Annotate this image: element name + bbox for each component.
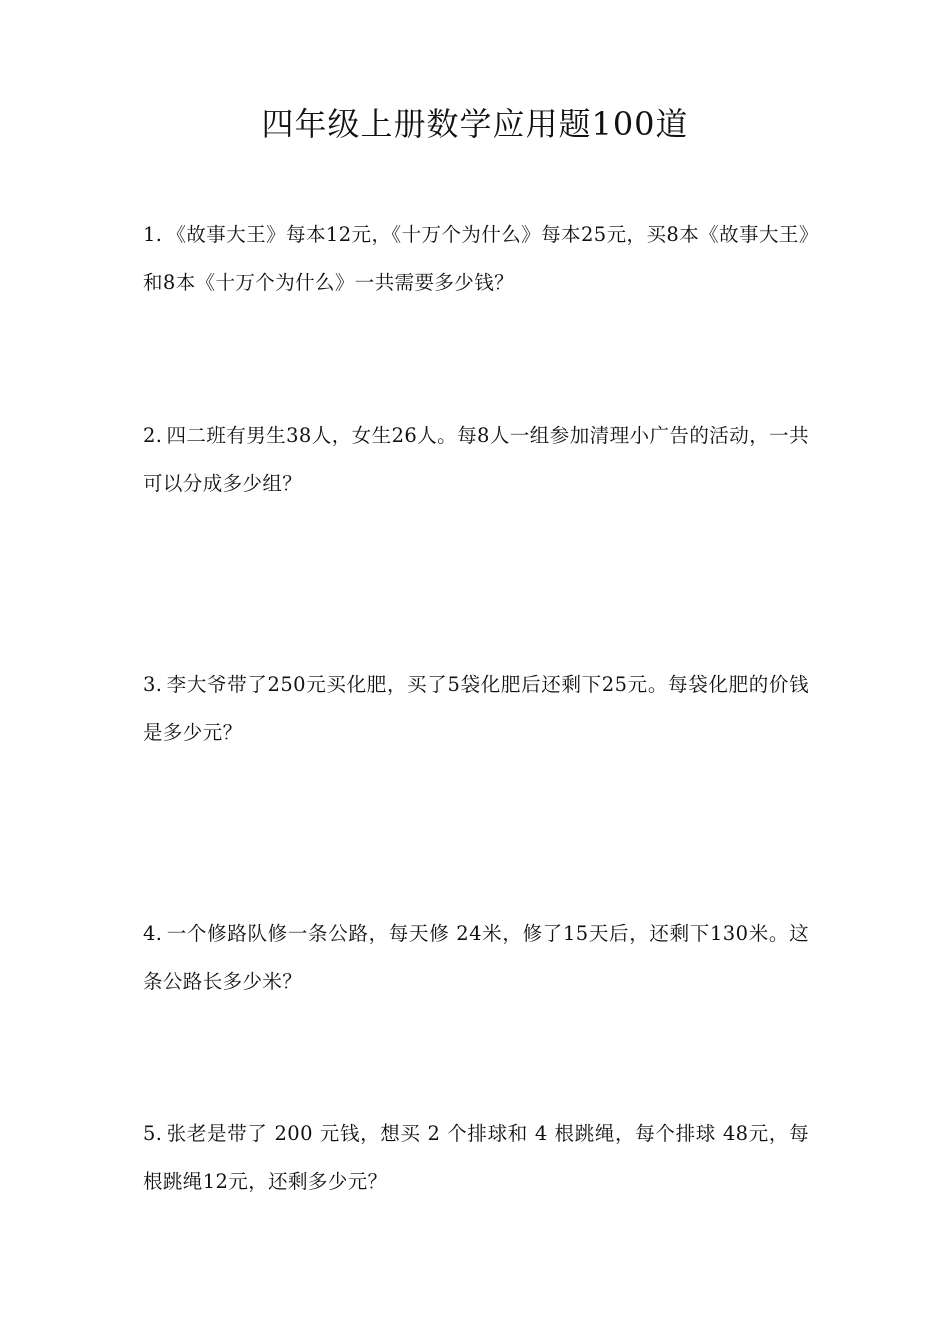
question-number: 3.: [143, 673, 163, 696]
question-number: 5.: [143, 1122, 163, 1145]
question-5: [143, 1110, 809, 1206]
question-text: 《故事大王》每本12元，《十万个为什么》每本25元，买8本《故事大王》和8本《十万个为什么》一共需要多少钱？: [143, 223, 809, 294]
question-3: [143, 661, 809, 757]
question-number: 4.: [143, 922, 163, 945]
question-1: [143, 211, 809, 307]
question-number: 2.: [143, 424, 163, 447]
question-text: 四二班有男生38人，女生26人。每8人一组参加清理小广告的活动，一共可以分成多少组？: [143, 424, 809, 495]
question-text: 张老是带了 200 元钱，想买 2 个排球和 4 根跳绳，每个排球 48元，每根跳绳12元，还剩多少元？: [143, 1122, 809, 1193]
question-2: [143, 412, 809, 508]
question-text: 李大爷带了250元买化肥，买了5袋化肥后还剩下25元。每袋化肥的价钱是多少元？: [143, 673, 809, 744]
question-number: 1.: [143, 223, 163, 246]
question-4: [143, 910, 809, 1006]
question-text: 一个修路队修一条公路，每天修 24米，修了15天后，还剩下130米。这条公路长多少米？: [143, 922, 809, 993]
document-title: 四年级上册数学应用题100道: [261, 105, 689, 143]
